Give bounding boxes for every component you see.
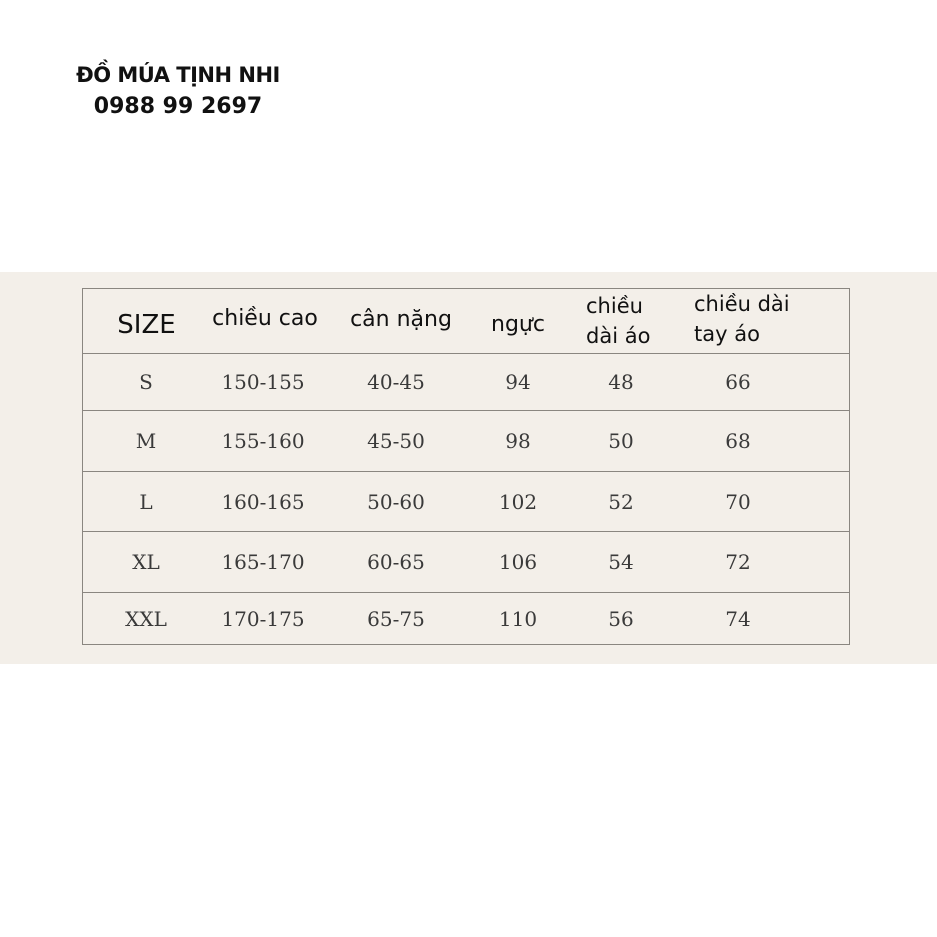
cell-weight: 50-60 xyxy=(367,489,425,514)
cell-shirt-length: 48 xyxy=(608,370,634,394)
cell-weight: 60-65 xyxy=(367,550,425,574)
cell-weight: 40-45 xyxy=(367,370,425,394)
cell-shirt-length: 56 xyxy=(608,607,634,631)
cell-weight: 45-50 xyxy=(367,429,425,453)
header-chest: ngực xyxy=(491,311,545,337)
shop-phone: 0988 99 2697 xyxy=(93,94,263,119)
shop-name: ĐỒ MÚA TỊNH NHI xyxy=(76,63,280,87)
cell-sleeve-length: 70 xyxy=(725,489,751,514)
cell-chest: 110 xyxy=(498,607,538,631)
header-shirt-length: chiều dài áo xyxy=(586,294,651,348)
cell-sleeve-length: 74 xyxy=(725,607,751,631)
table-row xyxy=(83,411,849,472)
cell-chest: 106 xyxy=(498,550,538,574)
cell-size: L xyxy=(139,489,153,514)
cell-chest: 102 xyxy=(498,489,538,514)
cell-height: 150-155 xyxy=(221,370,305,394)
cell-height: 170-175 xyxy=(221,607,305,631)
cell-size: S xyxy=(139,370,153,394)
brand-block xyxy=(60,60,296,122)
cell-shirt-length: 50 xyxy=(608,429,634,453)
table-row xyxy=(83,532,849,593)
cell-height: 155-160 xyxy=(221,429,305,453)
table-header-row xyxy=(83,289,849,354)
cell-height: 160-165 xyxy=(221,489,305,514)
table-row xyxy=(83,593,849,645)
cell-sleeve-length: 72 xyxy=(725,550,751,574)
cell-size: XL xyxy=(132,550,160,574)
cell-sleeve-length: 66 xyxy=(725,370,751,394)
cell-shirt-length: 54 xyxy=(608,550,634,574)
table-row xyxy=(83,354,849,411)
cell-sleeve-length: 68 xyxy=(725,429,751,453)
cell-weight: 65-75 xyxy=(367,607,425,631)
header-height: chiều cao xyxy=(212,305,318,331)
header-sleeve-length: chiều dài tay áo xyxy=(694,292,790,346)
cell-size: XXL xyxy=(125,607,167,631)
cell-chest: 98 xyxy=(505,429,531,453)
cell-height: 165-170 xyxy=(221,550,305,574)
cell-chest: 94 xyxy=(505,370,531,394)
size-chart-table xyxy=(82,288,850,645)
cell-shirt-length: 52 xyxy=(608,489,634,514)
cell-size: M xyxy=(135,429,157,453)
header-size: SIZE xyxy=(117,310,176,340)
table-row xyxy=(83,472,849,532)
header-weight: cân nặng xyxy=(350,306,452,332)
